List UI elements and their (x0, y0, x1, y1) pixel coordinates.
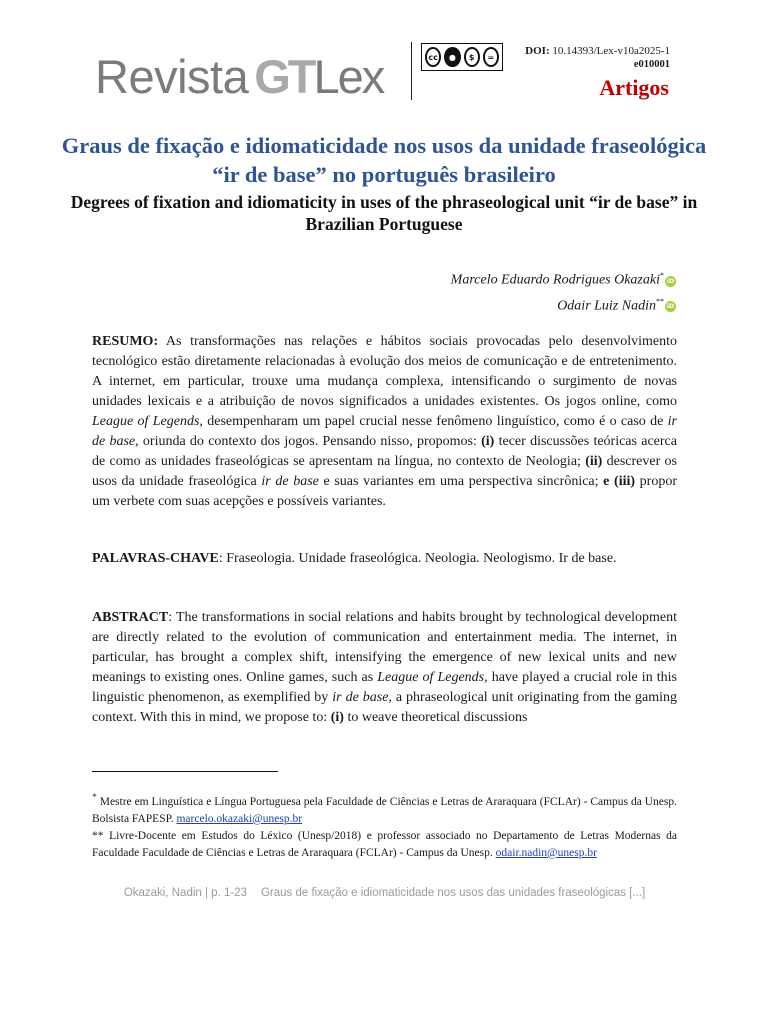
author-footnote-mark: ** (656, 296, 664, 306)
abstract-label: ABSTRACT (92, 610, 169, 625)
abstract-text: : The transformations in social relations and habits brought by technological development are directly related to the evolution of communication and entertainment media. The internet, in particular, has brought a complex shift, intensifying the emergence of new lexical units and new meanings to existing ones. Online games, such as (92, 610, 677, 685)
doi-value[interactable]: 10.14393/Lex-v10a2025-1 (552, 45, 670, 57)
footnote-text: Mestre em Linguística e Língua Portuguesa pela Faculdade de Ciências e Letras de Araraquara (FCLAr) - Campus da Unesp. Bolsista FAPESP. (92, 795, 677, 825)
author-name: Marcelo Eduardo Rodrigues Okazaki (450, 272, 660, 288)
author-1 (451, 265, 676, 291)
keywords-text: : Fraseologia. Unidade fraseológica. Neologia. Neologismo. Ir de base. (218, 551, 617, 566)
footnotes (92, 789, 677, 862)
resumo-label: RESUMO: (92, 334, 159, 349)
keywords-paragraph (92, 549, 677, 569)
author-footnote-mark: * (660, 271, 664, 280)
footnote-text: Livre-Docente em Estudos do Léxico (Unesp/2018) e professor associado no Departamento de Letras Modernas da Faculdade Faculdade de Ciências e Letras de Araraquara (FCLAr) - Campus da Unesp. (92, 829, 677, 859)
footnote-mark: ** (92, 829, 104, 842)
footnote-mark: * (92, 792, 97, 803)
resumo-game-title: League of Legends (92, 414, 200, 429)
resumo-text: , desempenharam um papel crucial nesse fenômeno linguístico, como é o caso de (199, 414, 668, 429)
footnote-rule (92, 771, 278, 772)
journal-logo (95, 44, 384, 103)
abstract-game-title: League of Legends (377, 670, 485, 685)
resumo-text: e suas variantes em uma perspectiva sincrônica; (318, 474, 604, 489)
abstract-text: , have played a crucial role in this linguistic phenomenon, as exemplified by (92, 670, 677, 705)
footnote-2 (92, 828, 677, 862)
resumo-term: ir de base (261, 474, 319, 489)
resumo-conjunction: e (603, 474, 610, 489)
resumo-text: propor um verbete com suas acepções e possíveis variantes. (92, 474, 677, 509)
noncommercial-icon: $ (464, 47, 480, 67)
orcid-icon[interactable]: iD (666, 276, 675, 285)
resumo-text: descrever os usos da unidade fraseológica (92, 454, 678, 489)
doi-block (525, 44, 670, 72)
resumo-term: ir de base (92, 414, 678, 449)
footer-authors-pages: Okazaki, Nadin | p. 1-23 (123, 887, 247, 899)
abstract-enum: (i) (330, 710, 344, 725)
abstract-term: ir de base (332, 690, 389, 705)
section-label: Artigos (599, 75, 669, 100)
orcid-icon[interactable]: iD (666, 302, 675, 311)
logo-lex-text: Lex (313, 50, 384, 103)
header-divider (411, 42, 412, 100)
keywords-label: PALAVRAS-CHAVE (92, 551, 219, 566)
resumo-enum: (iii) (614, 474, 636, 489)
title-portuguese: Graus de fixação e idiomaticidade nos usos da unidade fraseológica “ir de base” no português brasileiro (61, 133, 707, 187)
resumo-enum: (i) (481, 434, 495, 449)
cc-license-badge[interactable] (421, 43, 503, 71)
author-list (451, 265, 676, 316)
author-2 (451, 291, 676, 317)
resumo-text: , oriunda do contexto dos jogos. Pensando nisso, propomos: (135, 434, 482, 449)
article-code: e010001 (633, 59, 670, 70)
resumo-paragraph (92, 332, 677, 512)
resumo-enum: (ii) (585, 454, 603, 469)
logo-gt-text: GT (254, 50, 314, 103)
abstract-paragraph (92, 608, 677, 728)
attribution-icon: ● (444, 47, 460, 67)
author-name: Odair Luiz Nadin (557, 298, 656, 314)
resumo-text: As transformações nas relações e hábitos sociais provocadas pelo desenvolvimento tecnológico estão diretamente relacionadas à evolução dos meios de comunicação e de entretenimento. A internet, em particular, trouxe uma mudança complexa, intensificando o surgimento de novas unidades lexicais e a atribuição de novos significados a unidades existentes. Os jogos online, como (92, 334, 677, 409)
abstract-text: , a phraseological unit originating from the gaming context. With this in mind, we propose to: (92, 690, 678, 725)
email-link[interactable]: odair.nadin@unesp.br (495, 846, 597, 859)
email-link[interactable]: marcelo.okazaki@unesp.br (176, 812, 303, 825)
footer-short-title: Graus de fixação e idiomaticidade nos usos das unidades fraseológicas [...] (260, 887, 646, 899)
title-english: Degrees of fixation and idiomaticity in uses of the phraseological unit “ir de base” in Brazilian Portuguese (70, 192, 698, 234)
logo-revista-text: Revista (95, 50, 249, 103)
doi-label: DOI: (525, 45, 550, 57)
noderivatives-icon: = (483, 47, 499, 67)
footnote-1 (92, 789, 677, 828)
cc-icon: cc (425, 47, 441, 67)
resumo-text: tecer discussões teóricas acerca de como as unidades fraseológicas se apresentam na língua, no contexto de Neologia; (92, 434, 677, 469)
abstract-text: to weave theoretical discussions (343, 710, 528, 725)
running-footer (92, 887, 677, 899)
